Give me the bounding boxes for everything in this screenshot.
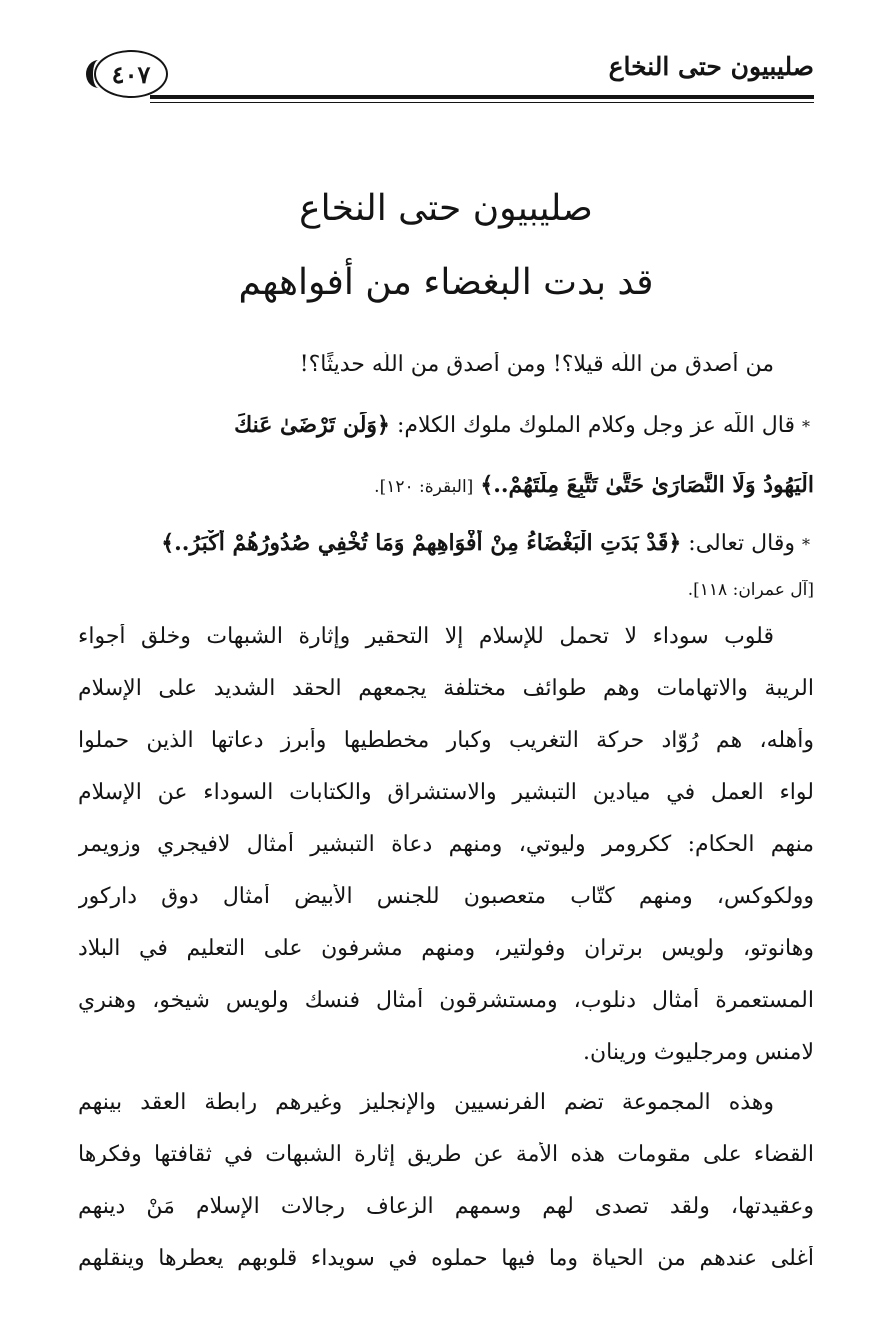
verse1-citation: [البقرة: ١٢٠]. [374, 477, 474, 497]
verse1-quran-part1: ﴿وَلَن تَرْضَىٰ عَنكَ [234, 412, 390, 438]
intro-line: من أصدق من اللّه قيلا؟! ومن أصدق من اللّه حديثًا؟! [299, 352, 774, 377]
paragraph1-line: وأهله، هم رُوّاد حركة التغريب وكبار مخططيها وأبرز دعاتها الذين حملوا [78, 728, 814, 753]
chapter-title: صليبيون حتى النخاع [299, 188, 593, 229]
verse2-quran: ﴿قَدْ بَدَتِ الْبَغْضَاءُ مِنْ أَفْوَاهِهِمْ وَمَا تُخْفِي صُدُورُهُمْ أَكْبَرُ..﴾ [161, 530, 682, 556]
verse2-line1 [78, 530, 810, 556]
paragraph1-line: وهانوتو، ولويس برتران وفولتير، ومنهم مشرفون على التعليم في البلاد [78, 936, 814, 961]
paragraph1-line: لواء العمل في ميادين التبشير والاستشراق والكتابات السوداء عن الإسلام [78, 780, 814, 805]
star-marker: * [802, 417, 810, 436]
running-title: صليبيون حتى النخاع [608, 52, 814, 81]
header-rule-thin [150, 102, 814, 103]
verse1-lead: قال اللّه عز وجل وكلام الملوك ملوك الكلام: [396, 413, 795, 438]
paragraph2-line: أغلى عندهم من الحياة وما فيها حملوه في سويداء قلوبهم يعطرها وينقلهم [78, 1246, 814, 1271]
header-rule [150, 95, 814, 99]
verse2-lead: وقال تعالى: [688, 531, 795, 556]
paragraph1-line: المستعمرة أمثال دنلوب، ومستشرقون أمثال فنسك ولويس شيخو، وهنري [78, 988, 814, 1013]
paragraph2-line: وهذه المجموعة تضم الفرنسيين والإنجليز وغيرهم رابطة العقد بينهم [78, 1090, 774, 1115]
verse1-line2 [78, 472, 814, 498]
paragraph1-line: الريبة والاتهامات وهم طوائف مختلفة يجمعهم الحقد الشديد على الإسلام [78, 676, 814, 701]
paragraph2-line: القضاء على مقومات هذه الأمة عن طريق إثارة الشبهات في ثقافتها وفكرها [78, 1142, 814, 1167]
verse2-citation: [آل عمران: ١١٨]. [687, 580, 814, 600]
paragraph1-line: منهم الحكام: ككرومر وليوتي، ومنهم دعاة التبشير أمثال لافيجري وزويمر [78, 832, 814, 857]
paragraph1-line: قلوب سوداء لا تحمل للإسلام إلا التحقير وإثارة الشبهات وخلق أجواء [78, 624, 774, 649]
page-number-badge [94, 50, 168, 98]
chapter-subtitle: قد بدت البغضاء من أفواههم [238, 262, 654, 303]
star-marker: * [802, 535, 810, 554]
paragraph1-line: لامنس ومرجليوث ورينان. [582, 1040, 814, 1065]
verse1-quran-part2: الْيَهُودُ وَلَا النَّصَارَىٰ حَتَّىٰ تَتَّبِعَ مِلَّتَهُمْ..﴾ [480, 472, 814, 498]
paragraph1-line: وولكوكس، ومنهم كتّاب متعصبون للجنس الأبيض أمثال دوق داركور [78, 884, 814, 909]
verse1-line1 [78, 412, 810, 438]
page-number: ٤٠٧ [111, 59, 151, 89]
paragraph2-line: وعقيدتها، ولقد تصدى لهم وسمهم الزعاف رجالات الإسلام مَنْ دينهم [78, 1194, 814, 1219]
